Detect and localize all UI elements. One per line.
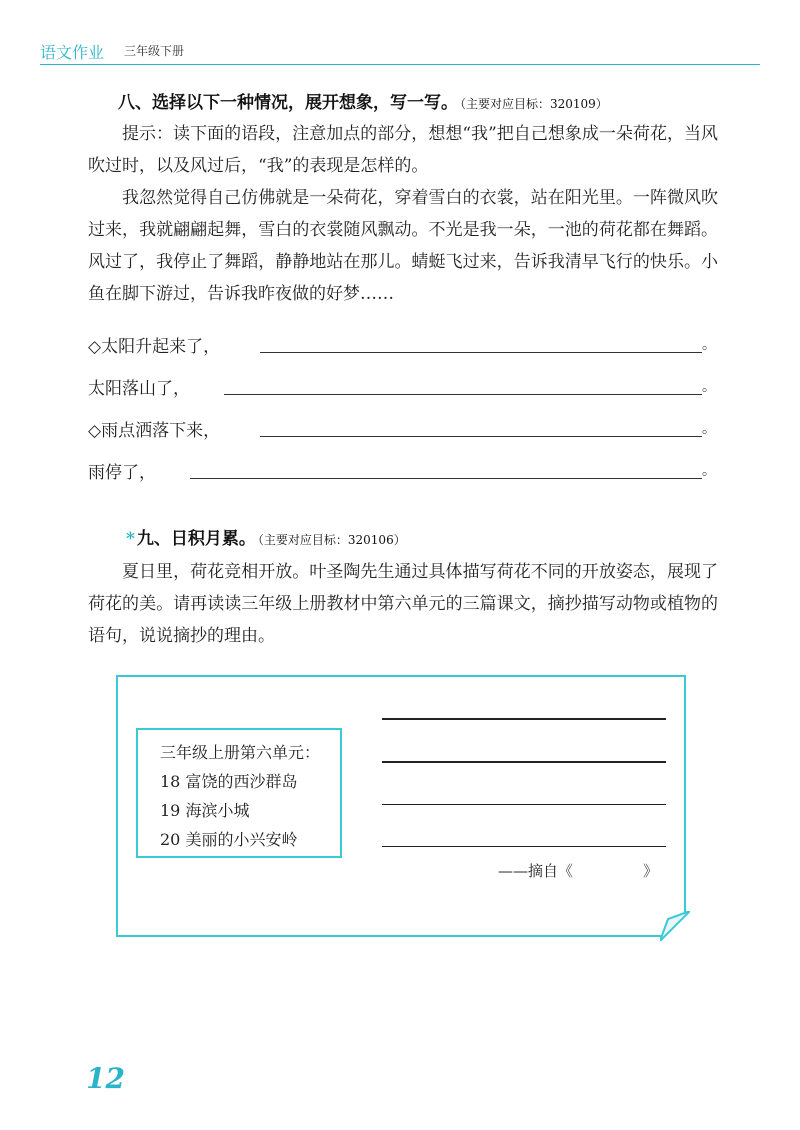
- writing-line[interactable]: [382, 761, 666, 763]
- fill-row-end: 。: [702, 337, 716, 353]
- source-attribution: [498, 860, 658, 881]
- lesson-item: 19 海滨小城: [160, 801, 250, 820]
- lesson-item: 18 富饶的西沙群岛: [160, 772, 298, 791]
- section8-heading: [118, 88, 608, 113]
- section9-passage: 夏日里，荷花竞相开放。叶圣陶先生通过具体描写荷花不同的开放姿态，展现了荷花的美。请再读读三年级上册教材中第六单元的三篇课文，摘抄描写动物或植物的语句，说说摘抄的理由。: [88, 562, 718, 646]
- section8-title: 八、选择以下一种情况，展开想象，写一写。: [118, 93, 458, 113]
- answer-line[interactable]: [260, 436, 702, 437]
- unit-title: 三年级上册第六单元：: [160, 743, 321, 762]
- section8-passage: 我忽然觉得自己仿佛就是一朵荷花，穿着雪白的衣裳，站在阳光里。一阵微风吹过来，我就翩翩起舞，雪白的衣裳随风飘动。不光是我一朵，一池的荷花都在舞蹈。风过了，我停止了舞蹈，静静地站在那儿。蜻蜓飞过来，告诉我清早飞行的快乐。小鱼在脚下游过，告诉我昨夜做的好梦……: [88, 188, 718, 304]
- fill-row-label: 雨停了，: [88, 463, 156, 483]
- fill-row-label: ◇雨点洒落下来，: [88, 421, 221, 441]
- fill-row-end: 。: [702, 463, 716, 479]
- writing-line[interactable]: [382, 846, 666, 847]
- lesson-item: 20 美丽的小兴安岭: [160, 830, 298, 849]
- source-suffix: 》: [643, 862, 659, 880]
- fill-row-label: 太阳落山了，: [88, 379, 190, 399]
- writing-line[interactable]: [382, 804, 666, 805]
- answer-line[interactable]: [190, 478, 702, 479]
- fill-row-3: [88, 412, 716, 442]
- writing-line[interactable]: [382, 718, 666, 720]
- section9-title: 九、日积月累。: [136, 529, 256, 549]
- source-prefix: ——摘自《: [498, 862, 574, 880]
- fill-row-label: ◇太阳升起来了，: [88, 337, 221, 357]
- section9-goal: （主要对应目标：320106）: [257, 533, 406, 547]
- grade-label: 三年级下册: [124, 44, 185, 58]
- header-divider: [40, 64, 760, 65]
- fill-row-end: 。: [702, 379, 716, 395]
- book-title: 语文作业: [40, 43, 105, 62]
- star-icon: *: [126, 529, 135, 549]
- answer-line[interactable]: [260, 352, 702, 353]
- fill-row-end: 。: [702, 421, 716, 437]
- page-fold-icon: [660, 911, 690, 941]
- fill-row-2: [88, 370, 716, 400]
- fill-row-4: [88, 454, 716, 484]
- page-number: 12: [86, 1062, 125, 1095]
- section8-goal: （主要对应目标：320109）: [460, 97, 608, 111]
- page-header: [40, 40, 760, 66]
- fill-row-1: [88, 328, 716, 358]
- answer-line[interactable]: [224, 394, 702, 395]
- section8-hint: 提示：读下面的语段，注意加点的部分，想想“我”把自己想象成一朵荷花，当风吹过时，以及风过后，“我”的表现是怎样的。: [88, 124, 718, 176]
- unit-box: [136, 728, 342, 858]
- section9-heading: [126, 524, 406, 549]
